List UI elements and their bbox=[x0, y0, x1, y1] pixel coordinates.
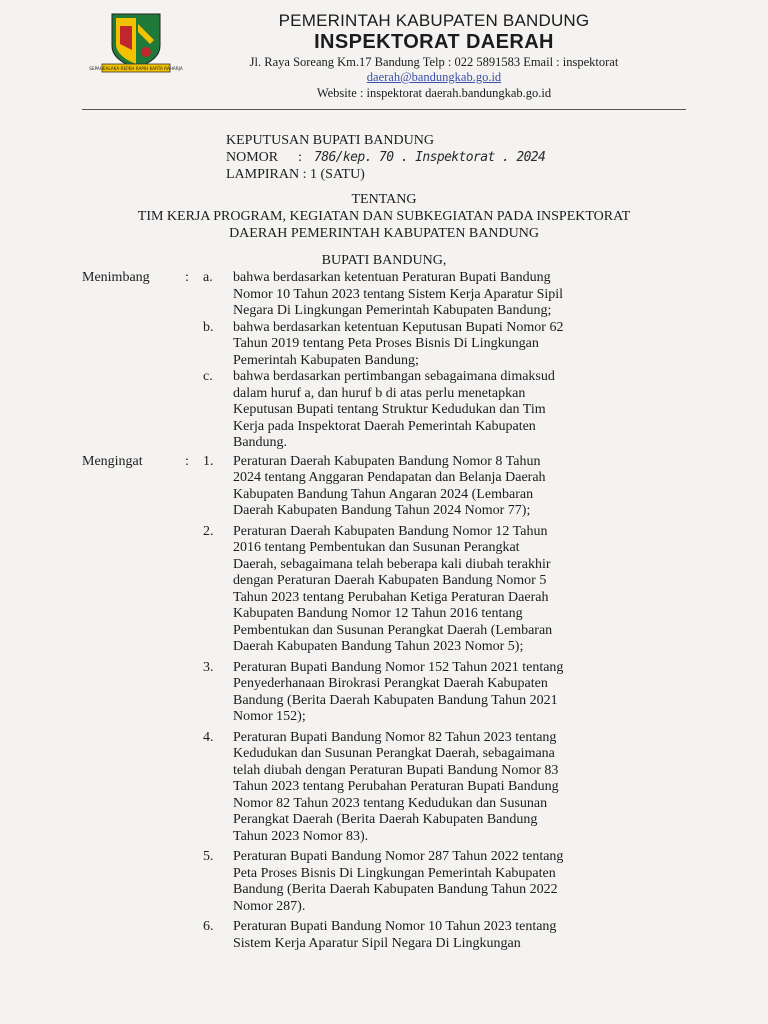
nomor-value: 786/kep. 70 . Inspektorat . 2024 bbox=[314, 150, 546, 165]
text-line: Peraturan Bupati Bandung Nomor 82 Tahun 2023 tentang bbox=[233, 729, 557, 745]
text-line: dalam huruf a, dan huruf b di atas perlu menetapkan bbox=[233, 385, 526, 401]
mengingat-item bbox=[82, 849, 684, 915]
nomor-sep: : bbox=[298, 150, 302, 165]
text-line: Penyederhanaan Birokrasi Perangkat Daerah Kabupaten bbox=[233, 676, 548, 691]
item-marker: 2. bbox=[203, 523, 214, 539]
text-line: Perangkat Daerah (Berita Daerah Kabupaten Bandung bbox=[233, 812, 538, 827]
mengingat-item bbox=[82, 524, 684, 656]
letterhead-address bbox=[226, 55, 642, 85]
org-name-line1: PEMERINTAH KABUPATEN BANDUNG bbox=[278, 11, 590, 30]
text-line: Peraturan Bupati Bandung Nomor 10 Tahun 2023 tentang bbox=[233, 919, 557, 934]
subject-line-1: TIM KERJA PROGRAM, KEGIATAN DAN SUBKEGIATAN PADA INSPEKTORAT bbox=[137, 209, 631, 224]
decree-title-block bbox=[226, 132, 545, 183]
text-line: Peraturan Bupati Bandung Nomor 287 Tahun 2022 tentang bbox=[233, 849, 564, 864]
text-line: bahwa berdasarkan ketentuan Peraturan Bupati Bandung bbox=[233, 270, 551, 285]
text-line: Negara Di Lingkungan Pemerintah Kabupaten Bandung; bbox=[233, 303, 552, 318]
text-line: Kabupaten Bandung Nomor 12 Tahun 2016 tentang bbox=[233, 606, 523, 621]
kabupaten-bandung-logo-icon bbox=[89, 12, 183, 76]
text-line: Bandung (Berita Daerah Kabupaten Bandung Tahun 2022 bbox=[233, 882, 558, 897]
item-text bbox=[233, 270, 684, 320]
item-text bbox=[233, 919, 684, 952]
text-line: 2024 tentang Anggaran Pendapatan dan Belanja Daerah bbox=[233, 470, 546, 485]
item-text bbox=[233, 524, 684, 656]
item-marker: 3. bbox=[203, 659, 214, 675]
text-line: Kedudukan dan Susunan Perangkat Daerah, sebagaimana bbox=[233, 746, 555, 761]
item-marker: 4. bbox=[203, 729, 214, 745]
text-line: Peraturan Daerah Kabupaten Bandung Nomor 12 Tahun bbox=[233, 523, 548, 539]
nomor-label: NOMOR bbox=[226, 150, 279, 165]
menimbang-colon: : bbox=[185, 270, 189, 285]
text-line: Pembentukan dan Susunan Perangkat Daerah (Lembaran bbox=[233, 622, 553, 638]
item-text bbox=[233, 730, 684, 846]
text-line: Tahun 2023 tentang Perubahan Peraturan Bupati Bandung bbox=[233, 779, 559, 794]
menimbang-label: Menimbang bbox=[82, 270, 150, 285]
text-line: Kerja pada Inspektorat Daerah Pemerintah Kabupaten bbox=[233, 418, 536, 434]
text-line: Daerah Kabupaten Bandung Tahun 2024 Nomor 77); bbox=[233, 503, 531, 518]
item-marker: b. bbox=[203, 319, 214, 335]
text-line: Sistem Kerja Aparatur Sipil Negara Di Lingkungan bbox=[233, 935, 521, 951]
lampiran-value: : 1 (SATU) bbox=[302, 167, 365, 182]
lampiran-label: LAMPIRAN bbox=[226, 167, 300, 182]
text-line: Pemerintah Kabupaten Bandung; bbox=[233, 352, 419, 368]
nomor-row bbox=[226, 149, 545, 166]
text-line: Tahun 2019 tentang Peta Proses Bisnis Di Lingkungan bbox=[233, 336, 539, 351]
item-marker: 1. bbox=[203, 453, 214, 469]
text-line: dengan Peraturan Daerah Kabupaten Bandung Nomor 5 bbox=[233, 573, 547, 588]
mengingat-item bbox=[82, 660, 684, 726]
mengingat-item bbox=[82, 730, 684, 846]
text-line: bahwa berdasarkan pertimbangan sebagaimana dimaksud bbox=[233, 369, 555, 384]
logo-ribbon-text: SEPAHEALAKA REPEH RAPIH KARTA RAHARJA bbox=[89, 66, 183, 71]
website-text: Website : inspektorat daerah.bandungkab.go.id bbox=[316, 86, 552, 100]
mengingat-colon: : bbox=[185, 453, 189, 469]
email-link[interactable]: daerah@bandungkab.go.id bbox=[366, 70, 502, 84]
text-line: Peta Proses Bisnis Di Lingkungan Pemerintah Kabupaten bbox=[233, 865, 556, 881]
text-line: Daerah Kabupaten Bandung Tahun 2023 Nomor 5); bbox=[233, 639, 524, 654]
text-line: Bandung. bbox=[233, 435, 288, 450]
text-line: Tahun 2023 tentang Perubahan Ketiga Peraturan Daerah bbox=[233, 589, 549, 605]
text-line: bahwa berdasarkan ketentuan Keputusan Bupati Nomor 62 bbox=[233, 319, 564, 335]
text-line: 2016 tentang Pembentukan dan Susunan Perangkat bbox=[233, 540, 520, 555]
item-text bbox=[233, 660, 684, 726]
issuer-line: BUPATI BANDUNG, bbox=[321, 253, 447, 268]
text-line: Daerah, sebagaimana telah beberapa kali diubah terakhir bbox=[233, 556, 551, 572]
subject-line-2: DAERAH PEMERINTAH KABUPATEN BANDUNG bbox=[229, 226, 539, 241]
letterhead-divider bbox=[82, 109, 686, 110]
item-text bbox=[233, 849, 684, 915]
item-text bbox=[233, 454, 684, 520]
item-marker: 6. bbox=[203, 919, 214, 934]
item-text bbox=[233, 320, 684, 370]
text-line: Kabupaten Bandung Tahun Angaran 2024 (Lembaran bbox=[233, 486, 534, 502]
text-line: telah diubah dengan Peraturan Bupati Bandung Nomor 83 bbox=[233, 762, 559, 778]
mengingat-item bbox=[82, 454, 684, 520]
item-marker: 5. bbox=[203, 849, 214, 864]
text-line: Peraturan Daerah Kabupaten Bandung Nomor 8 Tahun bbox=[233, 453, 541, 469]
address-text: Jl. Raya Soreang Km.17 Bandung Telp : 022 5891583 Email : inspektorat bbox=[249, 55, 619, 69]
text-line: Nomor 152); bbox=[233, 709, 306, 724]
text-line: Bandung (Berita Daerah Kabupaten Bandung Tahun 2021 bbox=[233, 692, 558, 708]
menimbang-item bbox=[82, 320, 684, 370]
org-name-line2: INSPEKTORAT DAERAH bbox=[314, 31, 554, 53]
text-line: Keputusan Bupati tentang Struktur Kedudukan dan Tim bbox=[233, 402, 546, 417]
item-marker: a. bbox=[203, 270, 213, 285]
decree-body bbox=[82, 270, 684, 952]
menimbang-item bbox=[82, 369, 684, 452]
text-line: Peraturan Bupati Bandung Nomor 152 Tahun 2021 tentang bbox=[233, 659, 564, 675]
text-line: Nomor 10 Tahun 2023 tentang Sistem Kerja Aparatur Sipil bbox=[233, 286, 564, 302]
decree-title: KEPUTUSAN BUPATI BANDUNG bbox=[226, 133, 434, 148]
item-marker: c. bbox=[203, 369, 213, 384]
mengingat-label: Mengingat bbox=[82, 453, 143, 469]
mengingat-item bbox=[82, 919, 684, 952]
text-line: Tahun 2023 Nomor 83). bbox=[233, 828, 369, 844]
item-text bbox=[233, 369, 684, 452]
text-line: Nomor 287). bbox=[233, 898, 306, 914]
tentang-heading: TENTANG bbox=[351, 192, 417, 207]
menimbang-item bbox=[82, 270, 684, 320]
text-line: Nomor 82 Tahun 2023 tentang Kedudukan dan Susunan bbox=[233, 795, 548, 811]
lampiran-row bbox=[226, 166, 545, 183]
